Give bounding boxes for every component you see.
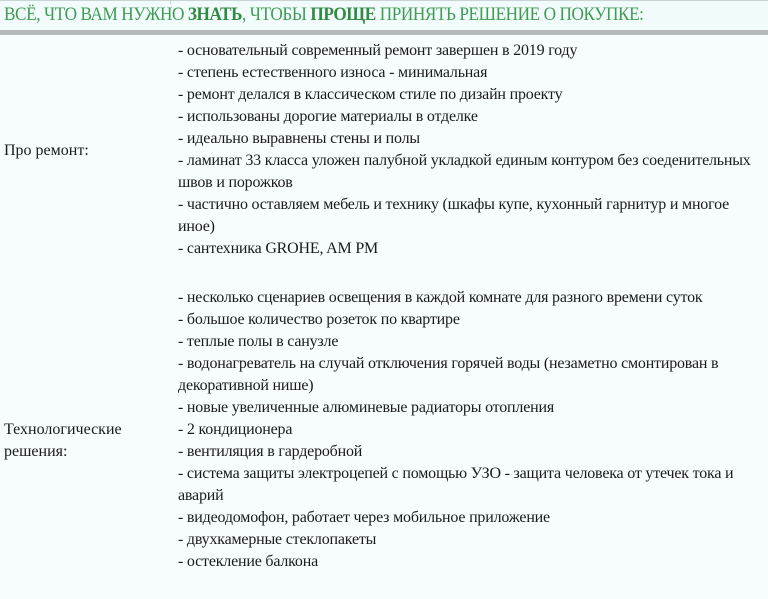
title-emphasis-easier: ПРОЩЕ (310, 5, 376, 25)
list-item: - видеодомофон, работает через мобильное приложение (178, 509, 550, 526)
list-item: - вентиляция в гардеробной (178, 443, 363, 460)
list-item: - идеально выравнены стены и полы (178, 130, 420, 147)
header-divider (0, 30, 768, 35)
title-emphasis-know: ЗНАТЬ (187, 5, 243, 25)
list-item: - 2 кондиционера (178, 421, 293, 438)
list-item: - использованы дорогие материалы в отделке (178, 108, 478, 125)
list-item: - частично оставляем мебель и технику (шкафы купе, кухонный гарнитур и многое иное) (178, 196, 729, 235)
list-item: - ламинат 33 класса уложен палубной укладкой единым контуром без соеденительных швов и порожков (178, 152, 751, 191)
list-item: - новые увеличенные алюминевые радиаторы отопления (178, 399, 554, 416)
column-divider-tick (170, 0, 171, 4)
list-item: - степень естественного износа - минимальная (178, 64, 488, 81)
renovation-list (178, 40, 758, 260)
page-title (4, 5, 644, 26)
list-item: - двухкамерные стеклопакеты (178, 531, 377, 548)
list-item: - ремонт делался в классическом стиле по дизайн проекту (178, 86, 563, 103)
section-label-line-2: решения: (4, 443, 68, 460)
section-label-renovation: Про ремонт: (4, 142, 89, 159)
title-part-3: ПРИНЯТЬ РЕШЕНИЕ О ПОКУПКЕ: (375, 5, 644, 25)
list-item: - теплые полы в санузле (178, 333, 339, 350)
list-item: - основательный современный ремонт завершен в 2019 году (178, 42, 578, 59)
technology-list (178, 287, 758, 573)
list-item: - несколько сценариев освещения в каждой комнате для разного времени суток (178, 289, 703, 306)
list-item: - остекление балкона (178, 553, 319, 570)
list-item: - сантехника GROHE, AM PM (178, 240, 379, 257)
list-item: - водонагреватель на случай отключения горячей воды (незаметно смонтирован в декоративной нише) (178, 355, 719, 394)
list-item: - система защиты электроцепей с помощью УЗО - защита человека от утечек тока и аварий (178, 465, 734, 504)
section-label-line-1: Технологические (4, 421, 122, 438)
list-item: - большое количество розеток по квартире (178, 311, 460, 328)
section-label-technology (4, 419, 122, 463)
title-part-1: ВСЁ, ЧТО ВАМ НУЖНО (4, 5, 188, 25)
title-part-2: , ЧТОБЫ (242, 5, 311, 25)
header-banner (0, 0, 768, 30)
top-border-line (0, 0, 768, 1)
